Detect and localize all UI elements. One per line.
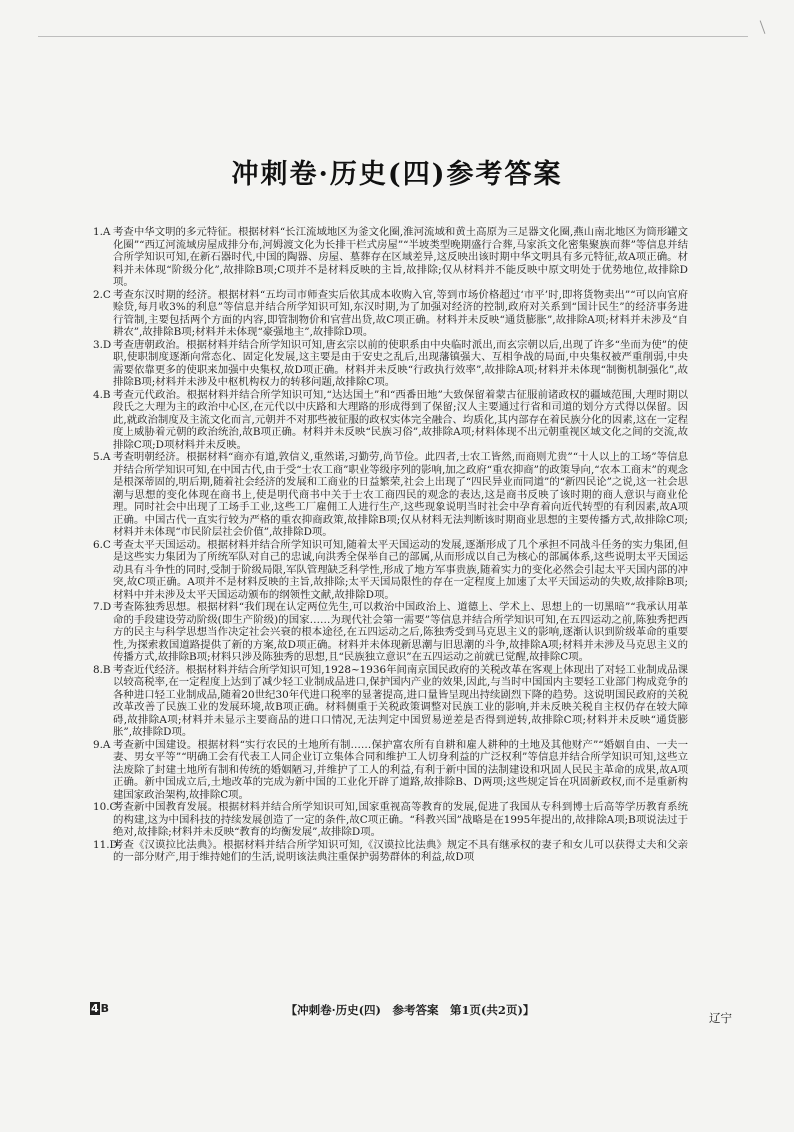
answer-item — [93, 538, 688, 602]
answer-item — [93, 738, 688, 802]
answer-number: 4.B — [93, 388, 111, 401]
corner-mark — [760, 20, 767, 34]
answer-number: 5.A — [93, 451, 111, 463]
answer-text: 考查新中国建设。根据材料“实行农民的土地所有制……保护富农所有自耕和雇人耕种的土地及其他财产”“婚姻自由、一夫一妻、男女平等”“明确工会有代表工人同企业订立集体合同和维护工人切身利益的广泛权利”等信息并结合所学知识可知,这些立法废除了封建土地所有制和传统的婚姻陋习,并维护了工人的利益,有利于新中国的法制建设和巩固人民民主革命的成果,故A项正确。新中国成立后,土地改革的完成为新中国的工业化开辟了道路,故排除B、D两项;这些规定旨在巩固新政权,而不是重新构建国家政治架构,故排除C项。 — [113, 738, 688, 801]
answer-number: 6.C — [93, 538, 111, 551]
answer-number: 10.C — [93, 801, 118, 813]
answer-number: 11.D — [93, 838, 118, 851]
answer-text: 考查陈独秀思想。根据材料“我们现在认定两位先生,可以救治中国政治上、道德上、学术上、思想上的一切黑暗”“我承认用革命的手段建设劳动阶级(即生产阶级)的国家……为现代社会第一需要”等信息并结合所学知识可知,在五四运动之前,陈独秀把西方的民主与科学思想当作决定社会兴衰的根本途径,在五四运动之后,陈独秀受到马克思主义的影响,逐渐认识到阶级革命的重要性,为探索救国道路提供了新的方案,故D项正确。材料并未体现新思潮与旧思潮的斗争,故排除A项;材料并未涉及马克思主义的传播方式,故排除B项;材料只涉及陈独秀的思想,且“民族独立意识”在五四运动之前就已觉醒,故排除C项。 — [113, 601, 688, 663]
answer-text: 考查《汉谟拉比法典》。根据材料并结合所学知识可知,《汉谟拉比法典》规定不具有继承权的妻子和女儿可以获得丈夫和父亲的一部分财产,用于维持她们的生活,说明该法典注重保护弱势群体的利益,故D项 — [113, 838, 688, 863]
answer-item — [93, 288, 688, 339]
answer-item — [93, 388, 688, 452]
answer-text: 考查唐朝政治。根据材料并结合所学知识可知,唐玄宗以前的使职系由中央临时派出,而玄宗朝以后,出现了许多“坐而为使”的使职,使职制度逐渐向常态化、固定化发展,这主要是由于安史之乱后,出现藩镇强大、互相争战的局面,中央集权被严重削弱,中央需要依靠更多的使职来加强中央集权,故D项正确。材料并未反映“行政执行效率”,故排除A项;材料并未体现“制衡机制强化”,故排除B项;材料并未涉及中枢机构权力的转移问题,故排除C项。 — [113, 338, 688, 388]
answer-item — [93, 451, 689, 539]
page-title: 冲刺卷·历史(四)参考答案 — [231, 159, 563, 190]
answer-text: 考查太平天国运动。根据材料并结合所学知识可知,随着太平天国运动的发展,逐渐形成了几个承担不同战斗任务的实力集团,但是这些实力集团为了所统军队对自己的忠诚,向洪秀全保举自己的部属,从而形成以自己为核心的部属体系,这些说明太平天国运动具有斗争性的同时,受制于阶级局限,军队管理缺乏科学性,形成了地方军事贵族,随着实力的变化必然会引起太平天国内部的冲突,故C项正确。A项并不是材料反映的主旨,故排除;太平天国局限性的存在一定程度上加速了太平天国运动的失败,故排除B项;材料中并未涉及太平天国运动颁布的纲领性文献,故排除D项。 — [113, 538, 688, 601]
paper-code-number: 4 — [91, 1002, 99, 1015]
answer-number: 3.D — [93, 338, 112, 351]
answer-number: 1.A — [93, 226, 111, 238]
answer-text: 考查明朝经济。根据材料“商亦有道,敦信义,重然诺,习勤劳,尚节俭。此四者,士农工皆然,而商则尤贵”“十人以上的工场”等信息并结合所学知识可知,在中国古代,由于受“士农工商”职业等级序列的影响,加之政府“重农抑商”的政策导向,“农本工商末”的观念是根深蒂固的,明后期,随着社会经济的发展和工商业的日益繁荣,社会上出现了“四民异业而同道”的“新四民论”之说,这一社会思潮与思想的变化体现在商书上,使是明代商书中关于士农工商四民的观念的表达,这是商书反映了该时期的商人意识与商业伦理。同时社会中出现了工场手工业,这些工厂雇佣工人进行生产,这些现象说明当时社会中孕育着向近代转型的有利因素,故A项正确。中国古代一直实行较为严格的重农抑商政策,故排除B项;仅从材料无法判断该时期商业思想的主要传播方式,故排除C项;材料并未体现“市民阶层社会价值”,故排除D项。 — [113, 451, 689, 538]
answer-text: 考查近代经济。根据材料并结合所学知识可知,1928~1936年间南京国民政府的关税改革在客观上体现出了对轻工业制成品课以较高税率,在一定程度上达到了减少轻工业制成品进口,保护国内产业的效果,因此,与当时中国国内主要轻工业部门构成竞争的各种进口轻工业制成品,随着20世纪30年代进口税率的显著提高,进口量皆呈现出持续剧烈下降的趋势。这说明国民政府的关税改革改善了民族工业的发展环境,故B项正确。材料侧重于关税政策调整对民族工业的影响,并未反映关税自主权仍存在较大障碍,故排除A项;材料并未显示主要商品的进口口情况,无法判定中国贸易逆差是否得到逆转,故排除C项;材料并未反映“通货膨胀”,故排除D项。 — [113, 663, 688, 738]
answer-item — [93, 838, 688, 864]
answer-text: 考查元代政治。根据材料并结合所学知识可知,“达达国土”和“西番田地”大致保留着蒙古征服前诸政权的疆域范围,大理时期以段氏之大理为主的政治中心区,在元代以中庆路和大理路的形成得到了保留;汉人主要通过行省和司道的划分方式得以保留。因此,就政治制度及主流文化而言,元朝并不对那些被征服的政权实体完全融合、均质化,其内部存在着民族分化的因素,这在一定程度上威胁着元朝的政治统治,故B项正确。材料并未反映“民族习俗”,故排除A项;材料体现不出元朝重视区域文化之间的交流,故排除C项;D项材料并未反映。 — [113, 388, 688, 451]
answer-item — [93, 338, 688, 389]
answer-text: 考查东汉时期的经济。根据材料“五均司市师查实后依其成本收购入官,等到市场价格超过‘市平’时,即将货物卖出”“可以向官府赊贷,每月收3%的利息”等信息并结合所学知识可知,东汉时期,为了加强对经济的控制,政府对关系到“国计民生”的经济事务进行管制,主要包括两个方面的内容,即管制物价和官营出贷,故C项正确。材料并未反映“通货膨胀”,故排除A项;材料并未涉及“自耕农”,故排除B项;材料并未体现“豪强地主”,故排除D项。 — [113, 288, 688, 338]
paper-code-letter: B — [100, 1002, 110, 1015]
answer-list — [93, 226, 689, 891]
answer-item — [93, 601, 688, 664]
answer-number: 8.B — [93, 663, 111, 676]
answer-number: 2.C — [93, 288, 111, 301]
answer-text: 考查中华文明的多元特征。根据材料“长江流域地区为釜文化圈,淮河流域和黄土高原为三足器文化圈,燕山南北地区为筒形罐文化圈”“西辽河流域房屋成排分布,河姆渡文化为长排干栏式房屋”“半坡类型晚期盛行合葬,马家浜文化密集聚族而葬”等信息并结合所学知识可知,在新石器时代,中国的陶器、房屋、墓葬存在区域差异,这反映出该时期中华文明具有多元特征,故A项正确。材料并未体现“阶级分化”,故排除B项;C项并不是材料反映的主旨,故排除;仅从材料并不能反映中原文明处于优势地位,故排除D项。 — [113, 226, 688, 288]
answer-number: 9.A — [93, 738, 111, 751]
answer-number: 7.D — [93, 601, 112, 613]
answer-text: 考查新中国教育发展。根据材料并结合所学知识可知,国家重视高等教育的发展,促进了我国从专科到博士后高等学历教育系统的构建,这为中国科技的持续发展创造了一定的条件,故C项正确。“科教兴国”战略是在1995年提出的,故排除A项;B项说法过于绝对,故排除;材料并未反映“教育的均衡发展”,故排除D项。 — [113, 801, 688, 838]
footer-page-info: 【冲刺卷·历史(四) 参考答案 第1页(共2页)】 — [285, 1003, 535, 1017]
page-footer — [88, 1000, 732, 1025]
region-label: 辽宁 — [709, 1011, 732, 1025]
top-rule — [38, 36, 748, 37]
answer-item — [93, 226, 688, 289]
answer-item — [93, 801, 688, 839]
answer-item — [93, 663, 688, 739]
